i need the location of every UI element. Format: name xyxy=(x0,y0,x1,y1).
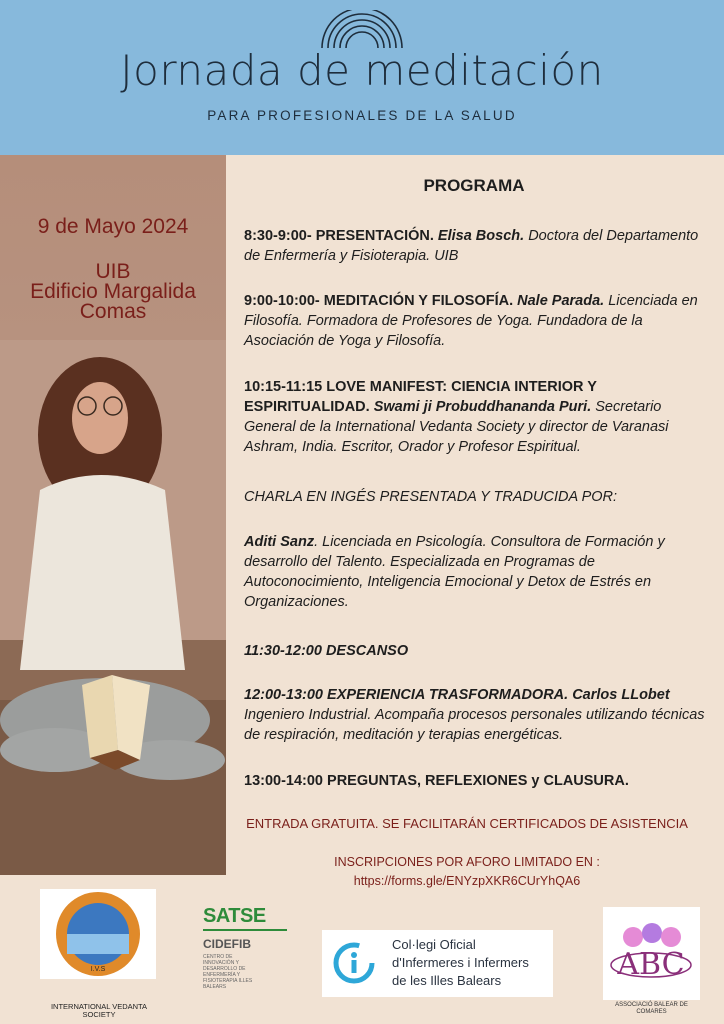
sound-arcs-icon xyxy=(312,10,412,50)
venue-line: Comas xyxy=(79,300,147,323)
item-speaker: Elisa Bosch. xyxy=(437,228,525,244)
program-item xyxy=(244,377,714,457)
item-head: 10:15-11:15 LOVE MANIFEST: CIENCIA INTERIOR Y ESPIRITUALIDAD. xyxy=(244,379,597,415)
item-desc: Secretario General de la International Vedanta Society y director de Varanasi Ashram, India. Escritor, Orador y Profesor Espiritual. xyxy=(244,399,669,455)
coib-line: d'Infermeres i Infermers xyxy=(392,955,529,970)
item-speaker: Nale Parada. xyxy=(517,293,605,309)
item-speaker: Carlos LLobet xyxy=(572,687,670,703)
event-date: 9 de Mayo 2024 xyxy=(37,215,189,238)
inscripciones xyxy=(232,853,702,891)
programa-title: PROGRAMA xyxy=(423,176,525,195)
program-item xyxy=(244,226,714,266)
event-venue xyxy=(0,262,226,322)
header-banner xyxy=(0,0,724,155)
entrada-notice: ENTRADA GRATUITA. SE FACILITARÁN CERTIFICADOS DE ASISTENCIA xyxy=(246,816,688,831)
abc-emblem-icon xyxy=(603,907,700,1000)
abc-caption: ASSOCIACIÓ BALEAR DE COMARES xyxy=(615,1002,688,1015)
item-desc: Doctora del Departamento de Enfermería y Fisioterapia. UIB xyxy=(244,228,699,264)
meditating-man-photo xyxy=(0,340,226,875)
item-head: 8:30-9:00- PRESENTACIÓN. xyxy=(244,228,434,244)
program-item xyxy=(244,685,714,745)
registration-link[interactable]: https://forms.gle/ENYzpXKR6CUrYhQA6 xyxy=(353,874,581,888)
item-desc: Licenciada en Filosofía. Formadora de Profesores de Yoga. Fundadora de la Asociación de Yoga y Filosofía. xyxy=(244,293,698,349)
abc-logo xyxy=(603,907,700,1016)
item-head: 11:30-12:00 DESCANSO xyxy=(244,643,409,659)
program-item xyxy=(244,532,714,612)
item-desc: Ingeniero Industrial. Acompaña procesos personales utilizando técnicas de respiración, meditación y terapias energéticas. xyxy=(244,707,705,743)
item-head: 9:00-10:00- MEDITACIÓN Y FILOSOFÍA. xyxy=(244,293,514,309)
ivs-initials: I.V.S xyxy=(90,966,106,973)
satse-logo-text: SATSE xyxy=(203,905,266,927)
page-subtitle: PARA PROFESIONALES DE LA SALUD xyxy=(207,108,517,123)
ivs-caption: INTERNATIONAL VEDANTA SOCIETY xyxy=(50,1002,148,1019)
venue-line: UIB xyxy=(95,260,131,283)
cidefib-subtitle: CENTRO DE INNOVACIÓN Y DESARROLLO DE ENFERMERÍA Y FISIOTERAPIA ILLES BALEARS xyxy=(203,954,253,990)
coib-logo xyxy=(322,930,553,997)
item-speaker: Aditi Sanz xyxy=(244,534,315,550)
program-item xyxy=(244,641,714,661)
translation-note: CHARLA EN INGÉS PRESENTADA Y TRADUCIDA POR: xyxy=(244,489,618,505)
coib-line: de les Illes Balears xyxy=(392,973,502,988)
abc-text: ABC xyxy=(617,947,685,982)
inscripciones-label: INSCRIPCIONES POR AFORO LIMITADO EN : xyxy=(334,855,600,869)
item-desc: . Licenciada en Psicología. Consultora de Formación y desarrollo del Talento. Especializada en Programas de Autoconocimiento, Inteligencia Emocional y Detox de Estrés en Organizaciones. xyxy=(244,534,665,610)
program-item xyxy=(244,291,714,351)
item-head: 12:00-13:00 EXPERIENCIA TRASFORMADORA. xyxy=(244,687,569,703)
item-speaker: Swami ji Probuddhananda Puri. xyxy=(373,399,592,415)
page-title: Jornada de meditación xyxy=(120,46,604,95)
coib-emblem-icon xyxy=(330,938,380,988)
cidefib-logo-text: CIDEFIB xyxy=(203,937,251,951)
satse-cidefib-logo xyxy=(203,905,293,990)
ivs-logo xyxy=(40,889,158,1024)
program-item xyxy=(244,771,714,791)
ivs-emblem-icon xyxy=(40,889,156,979)
item-head: 13:00-14:00 PREGUNTAS, REFLEXIONES y CLAUSURA. xyxy=(244,773,629,789)
venue-line: Edificio Margalida xyxy=(30,280,196,303)
coib-line: Col·legi Oficial xyxy=(392,937,476,952)
